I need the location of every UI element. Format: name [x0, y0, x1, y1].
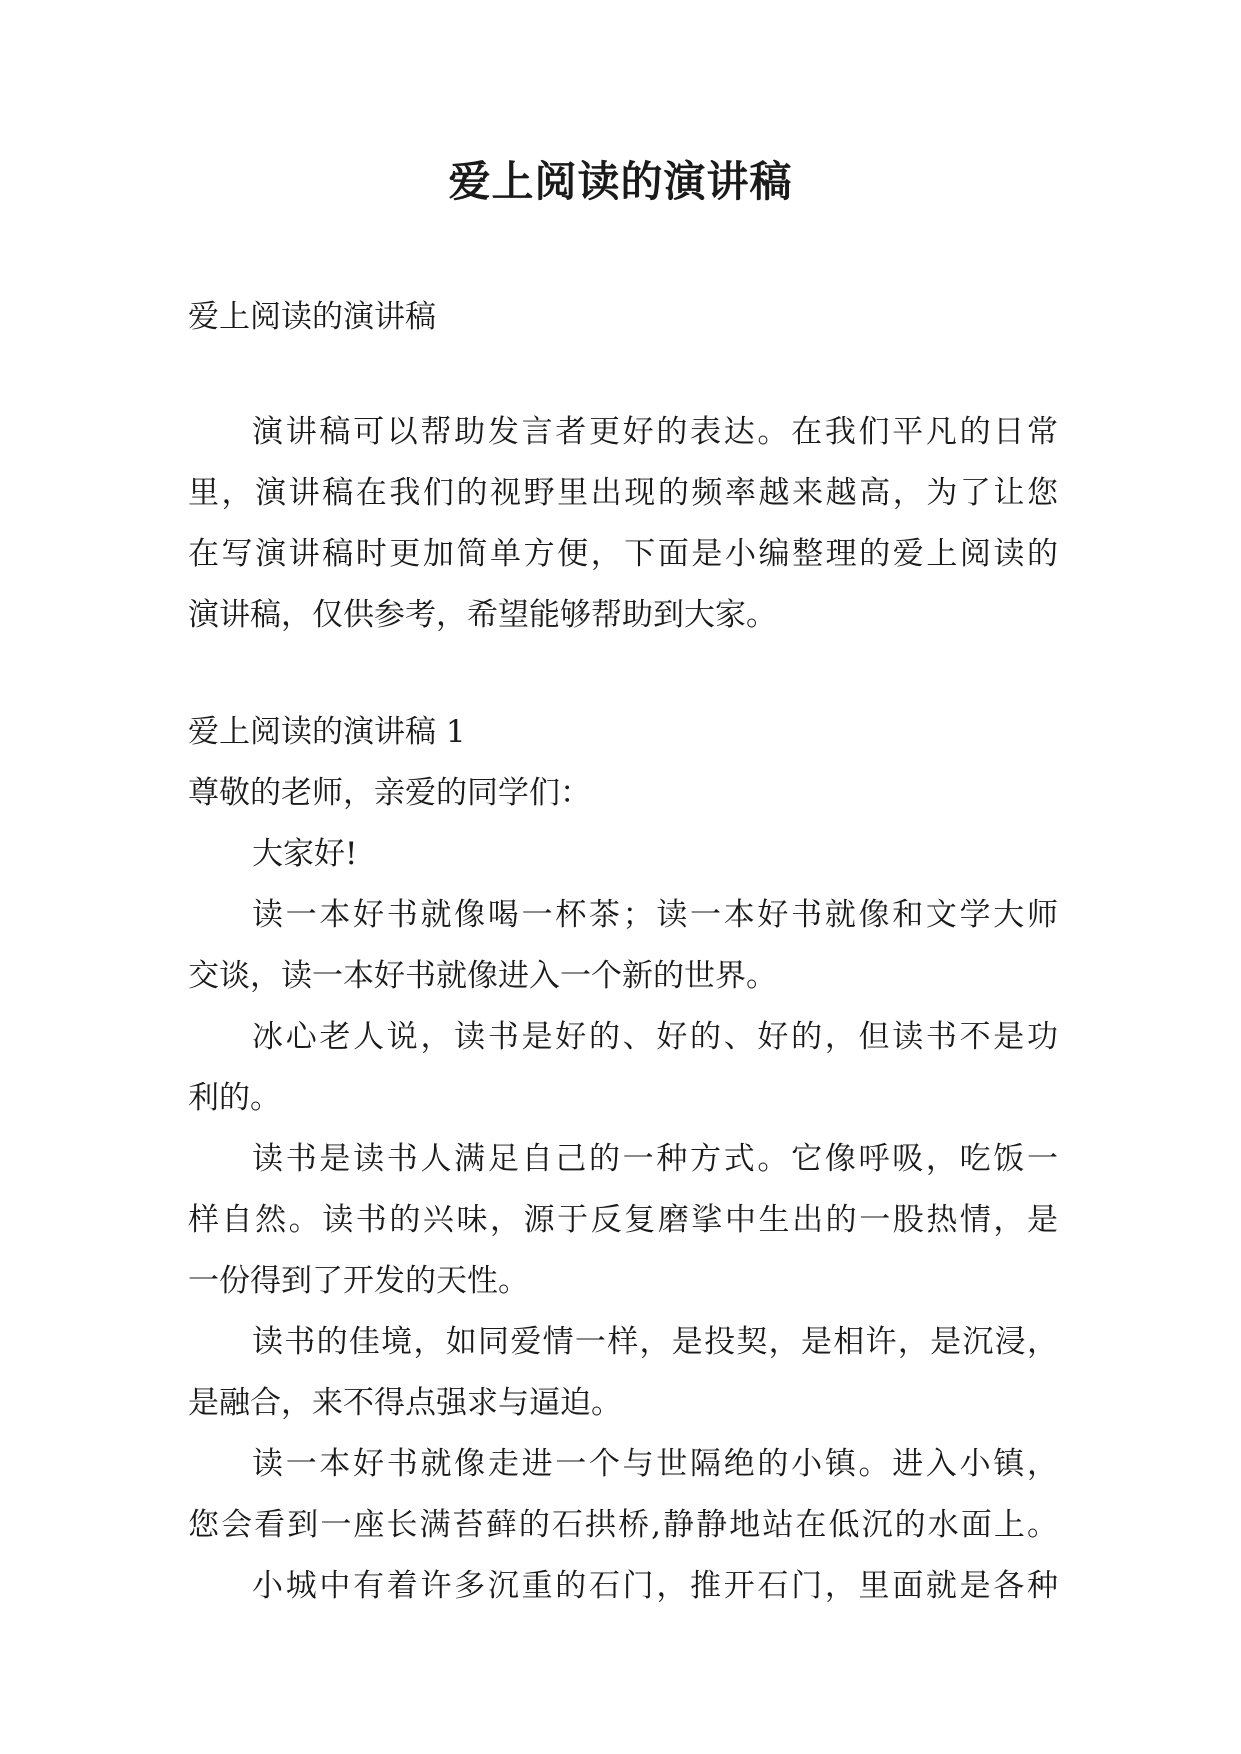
paragraph-line: 读书是读书人满足自己的一种方式。它像呼吸，吃饭一 [252, 1141, 1058, 1177]
section-heading: 爱上阅读的演讲稿 1 [188, 714, 466, 750]
document-title: 爱上阅读的演讲稿 [448, 157, 793, 206]
paragraph-line: 在写演讲稿时更加简单方便，下面是小编整理的爱上阅读的 [188, 536, 1058, 572]
paragraph-line: 冰心老人说，读书是好的、好的、好的，但读书不是功 [252, 1019, 1058, 1055]
paragraph-line: 您会看到一座长满苔藓的石拱桥,静静地站在低沉的水面上。 [188, 1507, 1058, 1543]
intro-paragraph [188, 402, 1058, 646]
paragraph-line: 读一本好书就像喝一杯茶；读一本好书就像和文学大师 [252, 897, 1058, 933]
subtitle: 爱上阅读的演讲稿 [188, 299, 436, 335]
paragraph-line: 是融合，来不得点强求与逼迫。 [188, 1385, 622, 1421]
salutation: 尊敬的老师，亲爱的同学们： [188, 775, 591, 811]
paragraph-line: 演讲稿，仅供参考，希望能够帮助到大家。 [188, 597, 777, 633]
paragraph [188, 885, 1058, 1007]
paragraph [188, 1434, 1058, 1556]
paragraph [188, 1556, 1058, 1617]
paragraph-line: 读一本好书就像走进一个与世隔绝的小镇。进入小镇， [252, 1446, 1058, 1482]
paragraph-line: 交谈，读一本好书就像进入一个新的世界。 [188, 958, 777, 994]
paragraph-line: 一份得到了开发的天性。 [188, 1263, 529, 1299]
paragraph [188, 1007, 1058, 1129]
paragraph-line: 里，演讲稿在我们的视野里出现的频率越来越高，为了让您 [188, 475, 1058, 511]
paragraph-line: 演讲稿可以帮助发言者更好的表达。在我们平凡的日常 [252, 414, 1058, 450]
paragraph-line: 样自然。读书的兴味，源于反复磨挲中生出的一股热情，是 [188, 1202, 1058, 1238]
paragraph-line: 利的。 [188, 1080, 281, 1116]
paragraph [188, 1129, 1058, 1312]
document-body [188, 287, 1058, 1617]
paragraph [188, 1312, 1058, 1434]
paragraph-line: 小城中有着许多沉重的石门，推开石门，里面就是各种 [252, 1568, 1058, 1604]
greeting: 大家好! [252, 836, 358, 872]
paragraph-line: 读书的佳境，如同爱情一样，是投契，是相许，是沉浸， [252, 1324, 1058, 1360]
